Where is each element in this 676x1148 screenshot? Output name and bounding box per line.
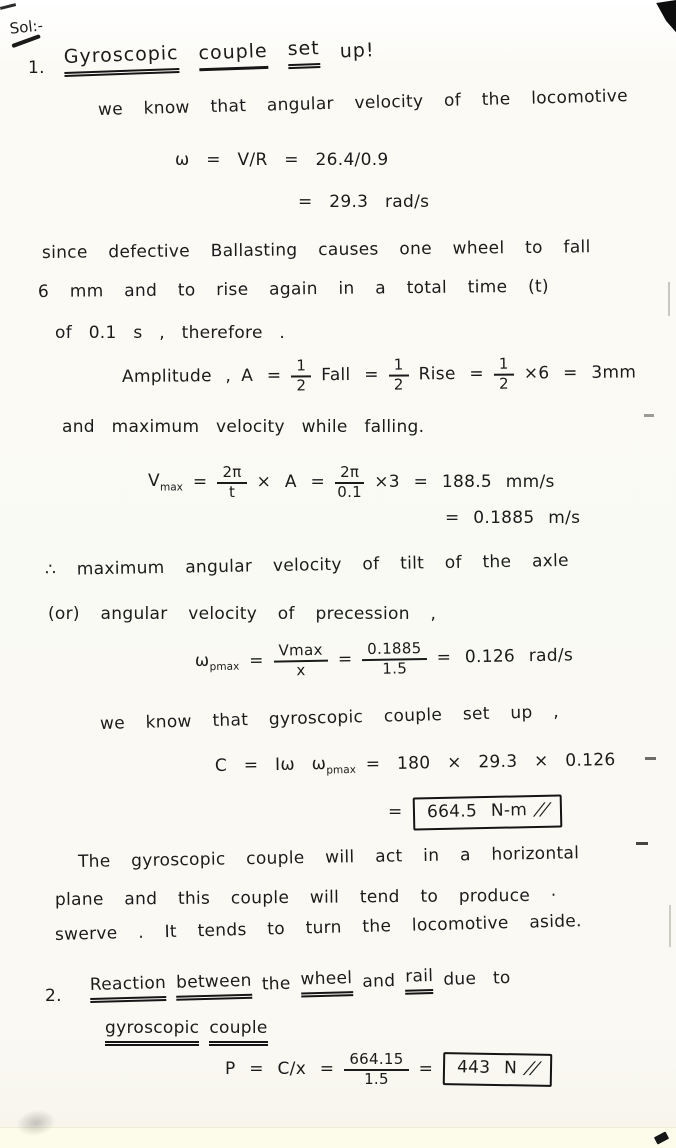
p-answer-value: 443 N <box>457 1057 518 1079</box>
word-between: between <box>176 971 252 1001</box>
heading-word-gyroscopic: Gyroscopic <box>63 42 179 77</box>
fraction-denominator: 2 <box>296 376 307 395</box>
margin-dash <box>644 414 654 417</box>
word-wheel: wheel <box>300 968 353 998</box>
vmax-symbol <box>148 471 183 495</box>
word-gyroscopic: gyroscopic <box>105 1018 199 1046</box>
item-1-number: 1. <box>28 58 45 78</box>
fraction-2pi-t <box>217 465 246 501</box>
couple-sub: pmax <box>326 763 357 777</box>
fraction-half-2 <box>389 357 409 393</box>
margin-dash <box>636 842 648 845</box>
wp-sub: pmax <box>209 660 240 674</box>
heading-word-up: up! <box>339 38 375 62</box>
item-2-number: 2. <box>45 986 62 1006</box>
fraction-numerator: Vmax <box>273 643 327 663</box>
top-left-pen-dash <box>0 3 16 10</box>
word-and: and <box>362 970 396 992</box>
heading-word-couple: couple <box>198 39 268 71</box>
equals-sign: = <box>248 650 264 672</box>
line-omega-equation: ω = V/R = 26.4/0.9 <box>175 150 389 170</box>
fraction-numerator: 664.15 <box>344 1052 408 1071</box>
equals-sign: = <box>192 472 208 493</box>
equals-sign: = <box>337 649 353 670</box>
fraction-denominator: x <box>296 660 306 679</box>
vmax-mid: × A = <box>256 472 326 493</box>
fraction-664-15 <box>344 1052 408 1088</box>
page-edge-line <box>669 905 671 947</box>
fraction-numerator: 1 <box>494 357 514 376</box>
fraction-denominator: 2 <box>393 375 404 394</box>
line-since-3: of 0.1 s , therefore . <box>55 323 286 343</box>
line-p-equation <box>225 1052 552 1088</box>
amplitude-mid-2: Rise = <box>418 363 485 385</box>
solution-label <box>9 16 45 44</box>
equals-sign: = <box>388 802 403 822</box>
vmax-v: V <box>148 470 160 491</box>
line-since-2: 6 mm and to rise again in a total time (t) <box>37 276 549 302</box>
couple-symbols: C = Iω ω <box>214 754 327 776</box>
line-wp-equation <box>195 638 574 680</box>
amplitude-label: Amplitude , <box>121 366 232 388</box>
heading-word-set: set <box>287 37 320 69</box>
heading <box>63 35 375 77</box>
amplitude-lead: A = <box>241 365 282 387</box>
line-max-velocity: and maximum velocity while falling. <box>62 417 425 437</box>
vmax-sub: max <box>159 481 183 494</box>
fraction-2pi-01 <box>335 465 364 501</box>
word-rail: rail <box>405 966 434 995</box>
fraction-numerator: 2π <box>335 465 364 484</box>
word-couple: couple <box>209 1018 267 1046</box>
fraction-01885-15 <box>362 641 427 678</box>
word-the: the <box>261 973 291 994</box>
line-couple-answer <box>388 796 562 829</box>
line-vmax-value: = 0.1885 m/s <box>445 508 581 528</box>
solution-label-text: Sol:- <box>8 16 44 38</box>
answer-box-couple <box>412 794 562 830</box>
wp-symbol <box>195 650 240 674</box>
line-couple-equation <box>215 749 616 780</box>
page-corner-mark <box>654 0 676 38</box>
wp-omega: ω <box>194 650 210 671</box>
fraction-vmax-x <box>273 640 328 679</box>
answer-end-mark: // <box>532 799 551 821</box>
answer-box-reaction <box>443 1052 553 1087</box>
fraction-denominator: 1.5 <box>382 659 408 678</box>
wp-tail: = 0.126 rad/s <box>436 645 574 668</box>
word-reaction: Reaction <box>90 973 167 1003</box>
margin-dash <box>645 757 656 760</box>
fraction-numerator: 1 <box>389 357 409 376</box>
answer-end-mark: // <box>523 1058 542 1079</box>
fraction-denominator: 1.5 <box>364 1069 389 1088</box>
amplitude-mid-1: Fall = <box>321 364 379 386</box>
line-tilt: ∴ maximum angular velocity of tilt of the axle <box>44 550 570 580</box>
fraction-half-3 <box>494 354 514 393</box>
line-effect-3: swerve . It tends to turn the locomotive aside. <box>54 911 583 945</box>
fraction-numerator: 2π <box>217 465 246 484</box>
line-amplitude <box>122 356 637 396</box>
line-vmax-equation <box>148 465 555 501</box>
fraction-numerator: 1 <box>291 358 311 377</box>
word-due-to: due to <box>443 967 511 990</box>
line-gyroscopic-couple <box>105 1018 268 1046</box>
fraction-denominator: 0.1 <box>337 482 363 501</box>
line-know-couple: we know that gyroscopic couple set up , <box>99 701 560 734</box>
next-page-edge <box>0 1127 676 1148</box>
equals-sign: = <box>418 1059 434 1080</box>
line-reaction <box>90 964 511 1003</box>
line-effect-1: The gyroscopic couple will act in a horizontal <box>77 843 580 872</box>
line-intro: we know that angular velocity of the locomotive <box>97 86 629 120</box>
couple-lead <box>215 754 356 780</box>
fraction-half-1 <box>291 358 311 394</box>
line-since-1: since defective Ballasting causes one wheel to fall <box>41 237 591 263</box>
p-lead: P = C/x = <box>225 1059 335 1080</box>
fraction-numerator: 0.1885 <box>362 641 427 661</box>
line-effect-2: plane and this couple will tend to produce · <box>54 885 557 910</box>
fraction-denominator: 2 <box>498 374 509 393</box>
amplitude-tail: ×6 = 3mm <box>523 362 637 384</box>
page-edge-line <box>668 282 670 316</box>
line-omega-value: = 29.3 rad/s <box>298 192 430 212</box>
couple-tail: = 180 × 29.3 × 0.126 <box>365 750 616 775</box>
vmax-tail: ×3 = 188.5 mm/s <box>374 472 555 493</box>
fraction-denominator: t <box>228 482 236 501</box>
couple-answer-value: 664.5 N-m <box>426 800 527 823</box>
line-precession: (or) angular velocity of precession , <box>48 604 437 624</box>
